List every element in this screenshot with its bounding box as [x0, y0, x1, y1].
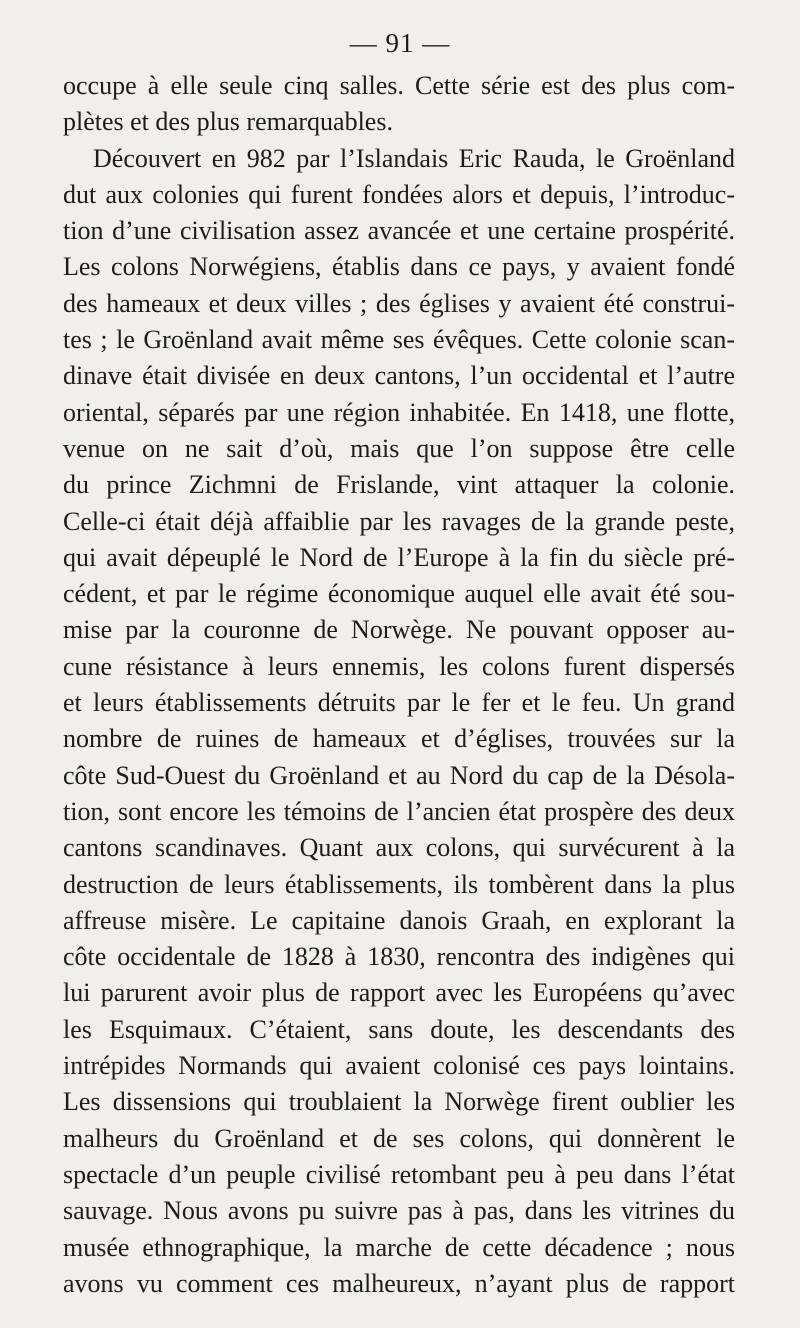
text-line: occupe à elle seule cinq salles. Cette série est des plus com- [63, 71, 735, 100]
text-line: Les dissensions qui troublaient la Norwège firent oublier les [63, 1087, 735, 1117]
text-line: nombre de ruines de hameaux et d’églises, trouvées sur la [63, 724, 735, 754]
text-line: des hameaux et deux villes ; des églises y avaient été construi- [63, 288, 735, 318]
text-line: sauvage. Nous avons pu suivre pas à pas, dans les vitrines du [63, 1196, 735, 1226]
text-line: tion, sont encore les témoins de l’ancien état prospère des deux [63, 796, 735, 826]
text-line: tion d’une civilisation assez avancée et une certaine prospérité. [63, 216, 735, 246]
text-line: Découvert en 982 par l’Islandais Eric Rauda, le Groënland [93, 143, 735, 173]
text-line: qui avait dépeuplé le Nord de l’Europe à la fin du siècle pré- [63, 542, 735, 572]
text-line: oriental, séparés par une région inhabitée. En 1418, une flotte, [63, 397, 735, 427]
text-line: cune résistance à leurs ennemis, les colons furent dispersés [63, 651, 735, 681]
text-line: intrépides Normands qui avaient colonisé ces pays lointains. [63, 1051, 735, 1081]
text-line: tes ; le Groënland avait même ses évêques. Cette colonie scan- [63, 325, 735, 355]
text-line: avons vu comment ces malheureux, n’ayant plus de rapport [63, 1268, 735, 1298]
text-line: malheurs du Groënland et de ses colons, qui donnèrent le [63, 1123, 735, 1153]
text-line: venue on ne sait d’où, mais que l’on suppose être celle [63, 433, 735, 463]
text-line: affreuse misère. Le capitaine danois Graah, en explorant la [63, 905, 735, 935]
body-text [63, 68, 735, 1302]
page-number: — 91 — [349, 28, 451, 58]
text-line: Celle-ci était déjà affaiblie par les ravages de la grande peste, [63, 506, 735, 536]
text-line: les Esquimaux. C’étaient, sans doute, les descendants des [63, 1014, 735, 1044]
text-line: musée ethnographique, la marche de cette décadence ; nous [63, 1232, 735, 1262]
text-line: dut aux colonies qui furent fondées alors et depuis, l’introduc- [63, 179, 735, 209]
text-line: cantons scandinaves. Quant aux colons, qui survécurent à la [63, 833, 735, 863]
text-line: mise par la couronne de Norwège. Ne pouvant opposer au- [63, 615, 735, 645]
text-line: destruction de leurs établissements, ils tombèrent dans la plus [63, 869, 735, 899]
text-line: du prince Zichmni de Frislande, vint attaquer la colonie. [63, 470, 735, 500]
text-line: dinave était divisée en deux cantons, l’un occidental et l’autre [63, 361, 735, 391]
text-line: et leurs établissements détruits par le fer et le feu. Un grand [63, 688, 735, 718]
text-line: lui parurent avoir plus de rapport avec les Européens qu’avec [63, 978, 735, 1008]
text-line: côte Sud-Ouest du Groënland et au Nord du cap de la Désola- [63, 760, 735, 790]
text-line: plètes et des plus remarquables. [63, 107, 393, 137]
text-line: Les colons Norwégiens, établis dans ce pays, y avaient fondé [63, 252, 735, 282]
text-line: cédent, et par le régime économique auquel elle avait été sou- [63, 579, 735, 609]
text-line: côte occidentale de 1828 à 1830, rencontra des indigènes qui [63, 942, 735, 972]
text-line: spectacle d’un peuple civilisé retombant peu à peu dans l’état [63, 1159, 735, 1189]
